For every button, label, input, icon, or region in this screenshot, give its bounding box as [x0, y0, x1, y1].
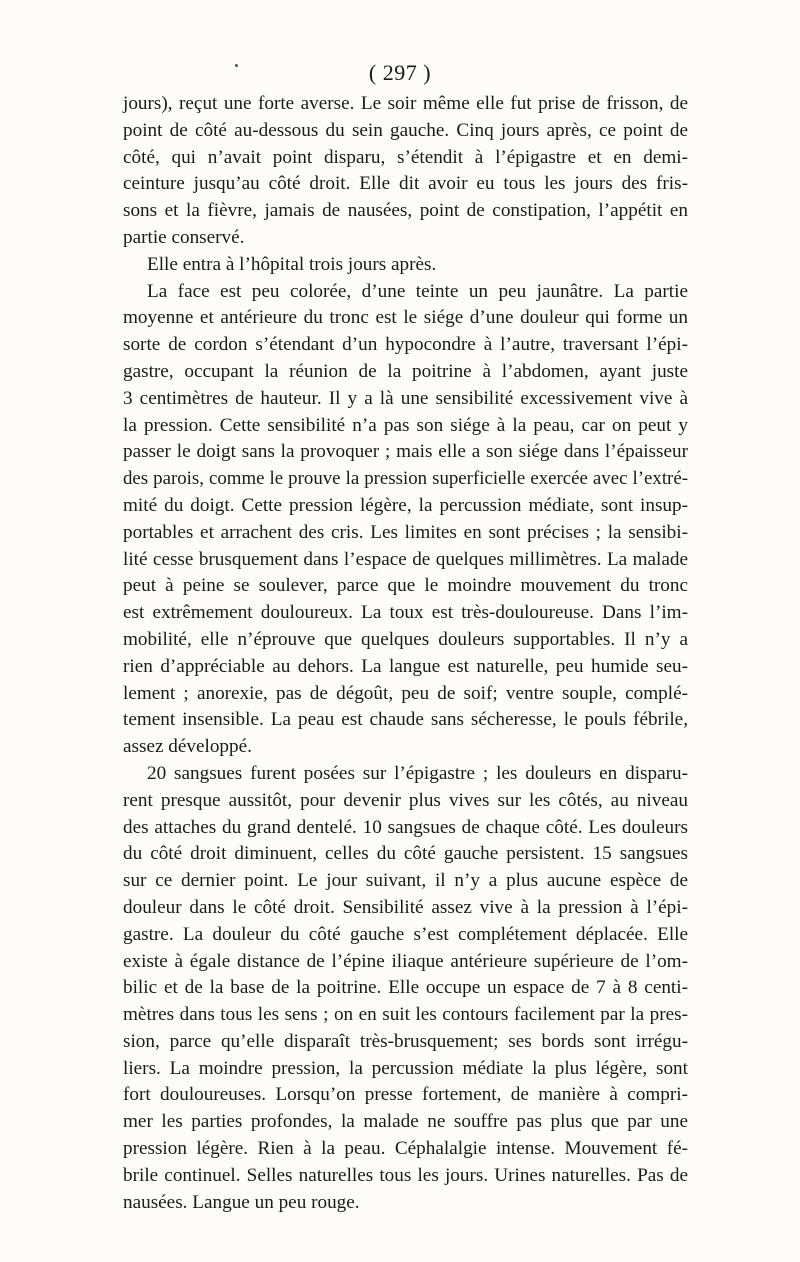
text-line: mètres dans tous les sens ; on en suit les contours facilement par la pres-	[123, 1004, 688, 1026]
text-line: sorte de cordon s’étendant d’un hypocondre à l’autre, traversant l’épi-	[123, 334, 688, 356]
text-line: sur ce dernier point. Le jour suivant, il n’y a plus aucune espèce de	[123, 870, 688, 892]
text-line: point de côté au-dessous du sein gauche. Cinq jours après, ce point de	[123, 119, 688, 141]
text-line: ceinture jusqu’au côté droit. Elle dit avoir eu tous les jours des fris-	[123, 173, 688, 195]
print-speck	[235, 64, 238, 67]
text-line: des parois, comme le prouve la pression superficielle exercée avec l’extré-	[123, 468, 688, 490]
text-line: gastre, occupant la réunion de la poitrine à l’abdomen, ayant juste	[123, 360, 688, 382]
text-line: sion, parce qu’elle disparaît très-brusquement; ses bords sont irrégu-	[123, 1030, 688, 1052]
text-line: 3 centimètres de hauteur. Il y a là une sensibilité excessivement vive à	[123, 387, 688, 409]
text-line: assez développé.	[123, 736, 252, 758]
text-line: rent presque aussitôt, pour devenir plus vives sur les côtés, au niveau	[123, 789, 688, 811]
text-line: tement insensible. La peau est chaude sans sécheresse, le pouls fébrile,	[123, 709, 688, 731]
text-line: brile continuel. Selles naturelles tous les jours. Urines naturelles. Pas de	[123, 1164, 688, 1186]
text-line: pression légère. Rien à la peau. Céphalalgie intense. Mouvement fé-	[123, 1138, 688, 1160]
text-line: des attaches du grand dentelé. 10 sangsues de chaque côté. Les douleurs	[123, 816, 688, 838]
text-line: mité du doigt. Cette pression légère, la percussion médiate, sont insup-	[123, 494, 688, 516]
text-line: fort douloureuses. Lorsqu’on presse fortement, de manière à compri-	[123, 1084, 688, 1106]
text-line: rien d’appréciable au dehors. La langue est naturelle, peu humide seu-	[123, 655, 688, 677]
text-line: portables et arrachent des cris. Les limites en sont précises ; la sensibi-	[123, 521, 688, 543]
text-line: jours), reçut une forte averse. Le soir même elle fut prise de frisson, de	[123, 93, 688, 114]
text-line: est extrêmement douloureux. La toux est très-douloureuse. Dans l’im-	[123, 602, 688, 624]
text-line: moyenne et antérieure du tronc est le siége d’une douleur qui forme un	[123, 307, 688, 329]
text-line: peut à peine se soulever, parce que le moindre mouvement du tronc	[123, 575, 688, 597]
text-line: Elle entra à l’hôpital trois jours après.	[147, 253, 437, 275]
text-line: gastre. La douleur du côté gauche s’est complétement déplacée. Elle	[123, 923, 688, 945]
text-line: La face est peu colorée, d’une teinte un peu jaunâtre. La partie	[147, 280, 688, 302]
text-line: partie conservé.	[123, 226, 245, 248]
text-line: liers. La moindre pression, la percussion médiate la plus légère, sont	[123, 1057, 688, 1079]
text-line: lement ; anorexie, pas de dégoût, peu de soif; ventre souple, complé-	[123, 682, 688, 704]
text-line: sons et la fièvre, jamais de nausées, point de constipation, l’appétit en	[123, 200, 688, 222]
text-line: nausées. Langue un peu rouge.	[123, 1191, 360, 1213]
page-number: ( 297 )	[368, 60, 432, 85]
text-line: du côté droit diminuent, celles du côté gauche persistent. 15 sangsues	[123, 843, 688, 865]
text-line: mer les parties profondes, la malade ne souffre pas plus que par une	[123, 1111, 688, 1133]
body-text	[123, 91, 688, 1216]
text-line: côté, qui n’avait point disparu, s’étendit à l’épigastre et en demi-	[123, 146, 688, 168]
text-line: douleur dans le côté droit. Sensibilité assez vive à la pression à l’épi-	[123, 896, 688, 918]
text-line: lité cesse brusquement dans l’espace de quelques millimètres. La malade	[123, 548, 688, 570]
text-line: bilic et de la base de la poitrine. Elle occupe un espace de 7 à 8 centi-	[123, 977, 688, 999]
text-line: la pression. Cette sensibilité n’a pas son siége à la peau, car on peut y	[123, 414, 688, 436]
text-line: existe à égale distance de l’épine iliaque antérieure supérieure de l’om-	[123, 950, 688, 972]
text-line: mobilité, elle n’éprouve que quelques douleurs supportables. Il n’y a	[123, 628, 688, 650]
text-line: passer le doigt sans la provoquer ; mais elle a son siége dans l’épaisseur	[123, 441, 688, 463]
text-line: 20 sangsues furent posées sur l’épigastre ; les douleurs en disparu-	[147, 762, 688, 784]
